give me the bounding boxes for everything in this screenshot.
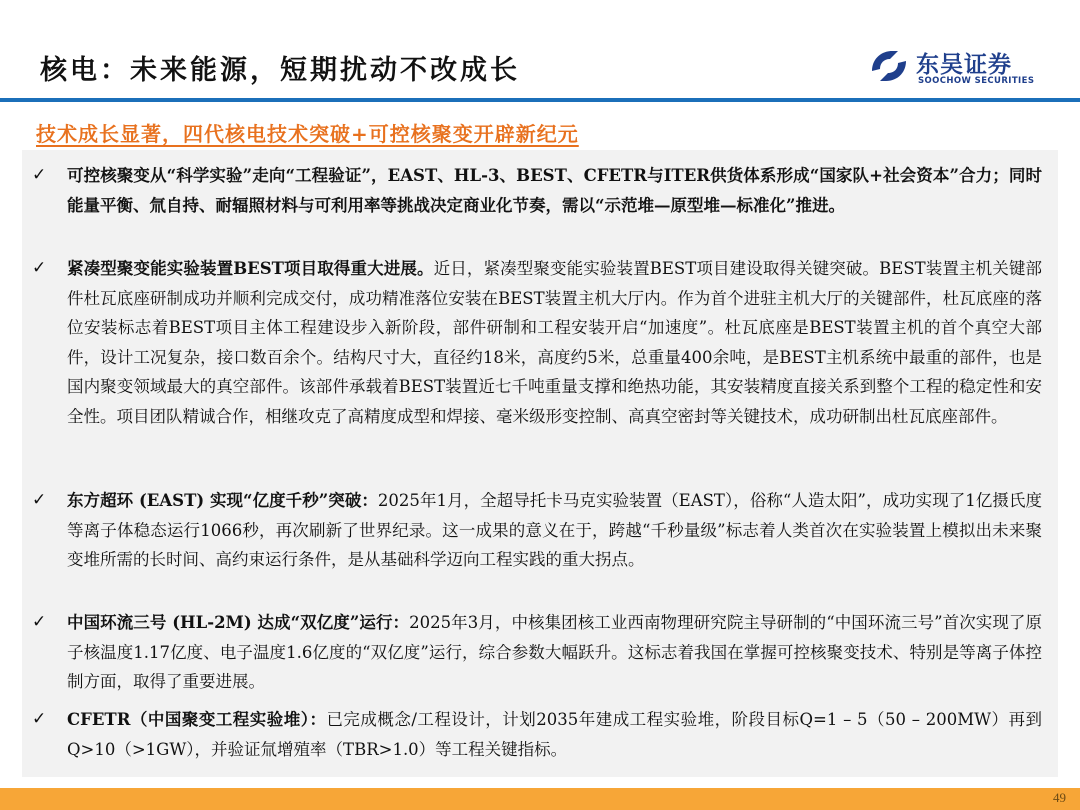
check-icon: ✓	[32, 258, 47, 278]
page-number: 49	[1053, 790, 1066, 805]
bullet-text	[67, 608, 1042, 697]
section-subtitle: 技术成长显著，四代核电技术突破+可控核聚变开辟新纪元	[36, 122, 579, 146]
logo-chinese-name: 东吴证券	[916, 52, 1012, 78]
page-title: 核电：未来能源，短期扰动不改成长	[40, 55, 520, 86]
bullet-text	[67, 486, 1042, 575]
soochow-logo-icon	[868, 47, 910, 85]
check-icon: ✓	[32, 612, 47, 632]
bullet-lead: 东方超环 (EAST) 实现“亿度千秒”突破：	[67, 491, 378, 510]
company-logo	[868, 45, 1048, 89]
bullet-lead: 可控核聚变从“科学实验”走向“工程验证”，EAST、HL-3、BEST、CFETR与ITER供货体系形成“国家队+社会资本”合力；同时能量平衡、氚自持、耐辐照材料与可利用率等挑战决定商业化节奏，需以“示范堆—原型堆—标准化”推进。	[67, 166, 1042, 215]
check-icon: ✓	[32, 709, 47, 729]
bullet-body: 已完成概念/工程设计，计划2035年建成工程实验堆，阶段目标Q=1 – 5（50 – 200MW）再到Q>10（>1GW），并验证氚增殖率（TBR>1.0）等工程关键指标。	[67, 710, 1042, 759]
bullet-lead: 中国环流三号 (HL-2M) 达成“双亿度”运行：	[67, 613, 410, 632]
footer-bar	[0, 788, 1080, 810]
content-panel	[22, 150, 1058, 777]
header-rule	[0, 98, 1080, 102]
bullet-lead: CFETR（中国聚变工程实验堆）：	[67, 710, 327, 729]
check-icon: ✓	[32, 490, 47, 510]
check-icon: ✓	[32, 165, 47, 185]
bullet-text	[67, 705, 1042, 764]
bullet-body: 近日，紧凑型聚变能实验装置BEST项目建设取得关键突破。BEST装置主机关键部件杜瓦底座研制成功并顺利完成交付，成功精准落位安装在BEST装置主机大厅内。作为首个进驻主机大厅的关键部件，杜瓦底座的落位安装标志着BEST项目主体工程建设步入新阶段，部件研制和工程安装开启“加速度”。杜瓦底座是BEST装置主机的首个真空大部件，设计工况复杂，接口数百余个。结构尺寸大，直径约18米，高度约5米，总重量400余吨，是BEST主机系统中最重的部件，也是国内聚变领域最大的真空部件。该部件承载着BEST装置近七千吨重量支撑和绝热功能，其安装精度直接关系到整个工程的稳定性和安全性。项目团队精诚合作，相继攻克了高精度成型和焊接、毫米级形变控制、高真空密封等关键技术，成功研制出杜瓦底座部件。	[67, 259, 1042, 426]
bullet-lead: 紧凑型聚变能实验装置BEST项目取得重大进展。	[67, 259, 434, 278]
bullet-body: 2025年3月，中核集团核工业西南物理研究院主导研制的“中国环流三号”首次实现了原子核温度1.17亿度、电子温度1.6亿度的“双亿度”运行，综合参数大幅跃升。这标志着我国在掌握可控核聚变技术、特别是等离子体控制方面，取得了重要进展。	[67, 613, 1042, 691]
bullet-text	[67, 161, 1042, 220]
bullet-text	[67, 254, 1042, 431]
bullet-body: 2025年1月，全超导托卡马克实验装置（EAST），俗称“人造太阳”，成功实现了1亿摄氏度等离子体稳态运行1066秒，再次刷新了世界纪录。这一成果的意义在于，跨越“千秒量级”标志着人类首次在实验装置上模拟出未来聚变堆所需的长时间、高约束运行条件，是从基础科学迈向工程实践的重大拐点。	[67, 491, 1042, 569]
logo-english-name: SOOCHOW SECURITIES	[918, 76, 1035, 86]
header	[0, 0, 1080, 100]
